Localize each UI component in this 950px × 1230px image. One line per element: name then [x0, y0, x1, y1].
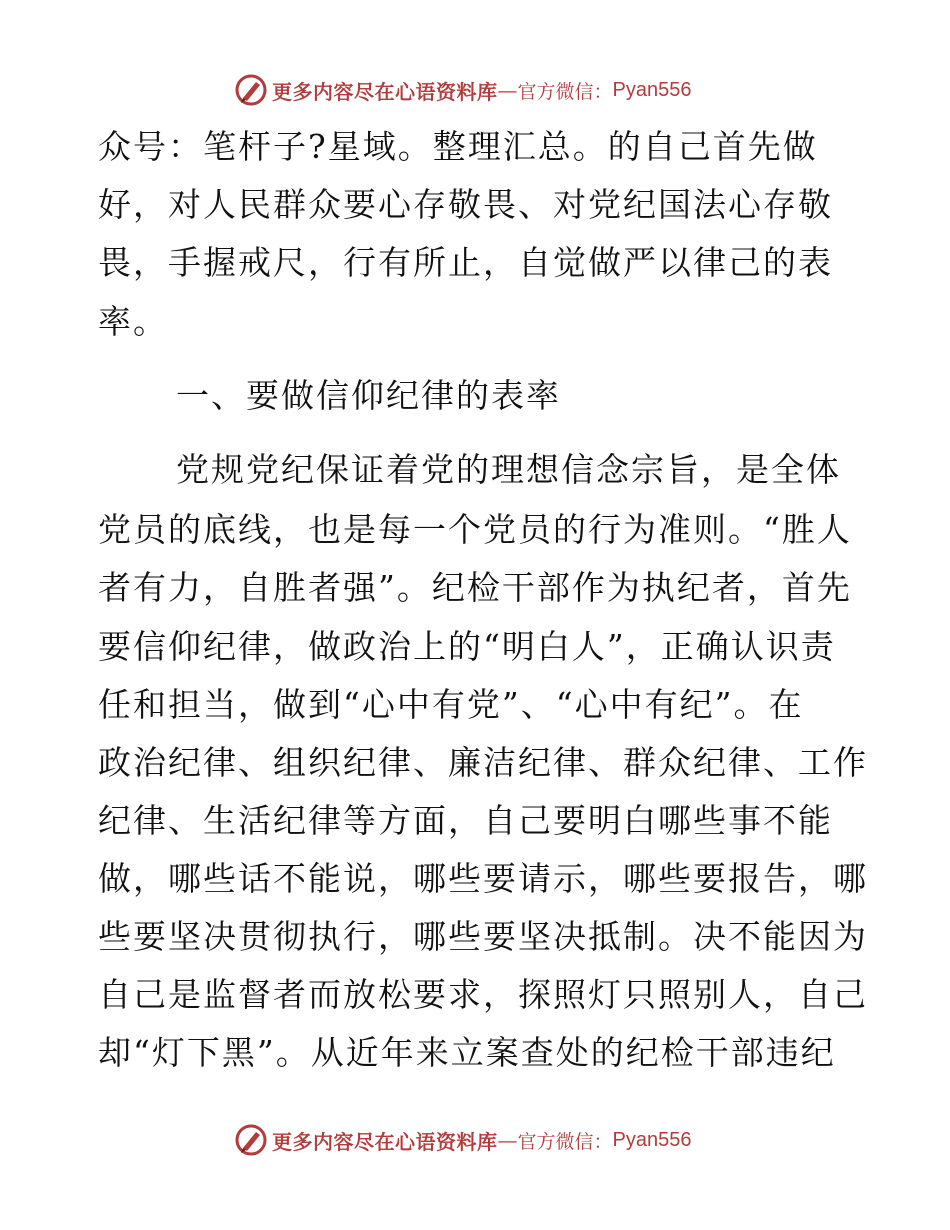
- text-line: 些要坚决贯彻执行，哪些要坚决抵制。决不能因为: [98, 917, 868, 956]
- paragraph-first-line: 党规党纪保证着党的理想信念宗旨，是全体: [176, 450, 841, 489]
- header-banner: [234, 70, 691, 110]
- text-line: 率。: [98, 302, 168, 341]
- text-line: 党员的底线，也是每一个党员的行为准则。“胜人: [98, 510, 852, 549]
- banner-separator: —: [497, 1128, 518, 1152]
- text-line: 任和担当，做到“心中有党”、“心中有纪”。在: [98, 685, 804, 724]
- banner-wechat-id: Pyan556: [612, 1128, 692, 1151]
- text-line: 畏，手握戒尺，行有所止，自觉做严以律己的表: [98, 243, 833, 282]
- text-line: 做，哪些话不能说，哪些要请示，哪些要报告，哪: [98, 859, 868, 898]
- text-line: 自己是监督者而放松要求，探照灯只照别人，自己: [98, 975, 868, 1014]
- footer-banner: [234, 1120, 691, 1160]
- text-line: 好，对人民群众要心存敬畏、对党纪国法心存敬: [98, 185, 833, 224]
- pen-logo-icon: [234, 73, 268, 107]
- text-line: 却“灯下黑”。从近年来立案查处的纪检干部违纪: [98, 1033, 836, 1072]
- banner-separator: —: [497, 78, 518, 102]
- text-line: 要信仰纪律，做政治上的“明白人”，正确认识责: [98, 627, 836, 666]
- banner-wechat-label: 官方微信：: [517, 1130, 613, 1153]
- text-line: 众号：笔杆子?星域。整理汇总。的自己首先做: [98, 127, 818, 166]
- banner-title: 更多内容尽在心语资料库: [272, 1129, 498, 1154]
- section-heading: 一、要做信仰纪律的表率: [176, 376, 561, 415]
- text-line: 者有力，自胜者强”。纪检干部作为执纪者，首先: [98, 568, 852, 607]
- text-line: 政治纪律、组织纪律、廉洁纪律、群众纪律、工作: [98, 743, 868, 782]
- pen-logo-icon: [234, 1123, 268, 1157]
- banner-wechat-id: Pyan556: [612, 78, 692, 101]
- banner-title: 更多内容尽在心语资料库: [272, 79, 498, 104]
- text-line: 纪律、生活纪律等方面，自己要明白哪些事不能: [98, 801, 833, 840]
- banner-wechat-label: 官方微信：: [517, 80, 613, 103]
